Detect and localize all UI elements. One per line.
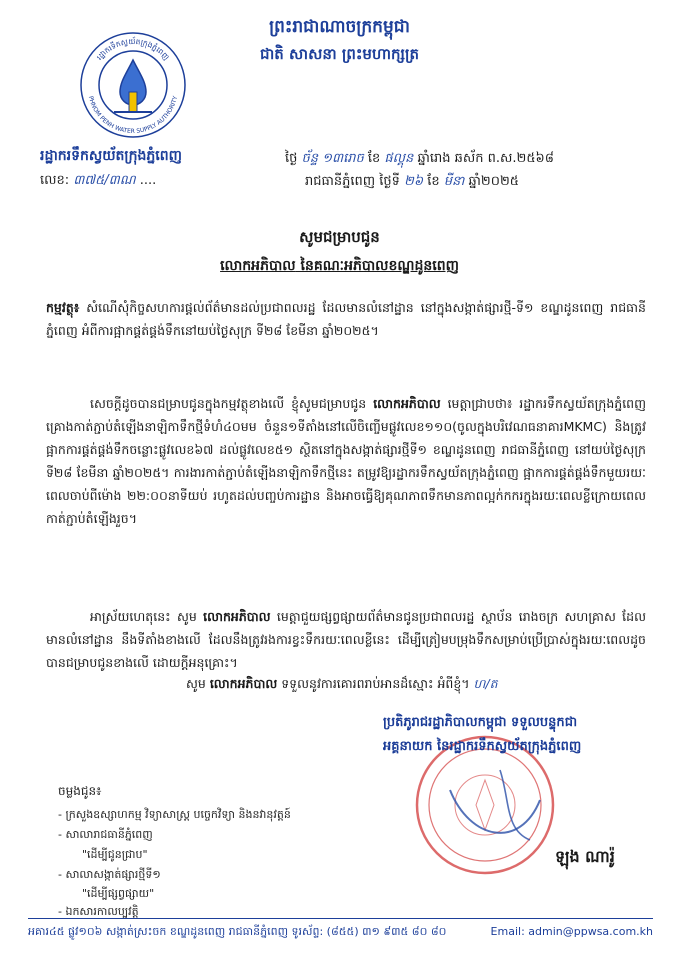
- cc-item-note: "ដើម្បីផ្សព្វផ្សាយ": [82, 887, 155, 900]
- closing-line: [186, 676, 498, 695]
- closing-text-a: សូម: [186, 676, 210, 691]
- cc-item: - សាលារាជធានីភ្នំពេញ: [58, 828, 153, 841]
- solar-month: មីនា: [443, 174, 465, 189]
- signer-title-line-1: ប្រតិភូរាជរដ្ឋាភិបាលកម្ពុជា ទទួលបន្ទុកជា: [383, 715, 578, 730]
- footer-address: អគារ៤៥ ផ្លូវ១០៦ សង្កាត់ស្រះចក ខណ្ឌដូនពេញ រាជធានីភ្នំពេញ ទូរស័ព្ទ: (៨៥៥) ៣១ ៩៣៥ ៨០ ៨០: [28, 925, 447, 938]
- para1-text-c: មេត្តាជ្រាបថា៖ រដ្ឋាករទឹកស្វយ័តក្រុងភ្នំពេញ គ្រោងកាត់ភ្ជាប់តំឡើងនាឡិកាទឹកថ្មីទំហំ៤០មម ចំនួន១ទីតាំងនៅលើចិញ្ចើមផ្លូវលេខ១១០(ចូលក្នុងបរិវេណធនាគារMKMC) និងត្រូវផ្អាកការផ្គត់ផ្គង់ទឹកចន្លោះផ្លូវលេខ៦៧ ដល់ផ្លូវលេខ៥១ ស្ថិតនៅក្នុងសង្កាត់ផ្សារថ្មីទី១ ខណ្ឌដូនពេញ រាជធានីភ្នំពេញ នៅយប់ថ្ងៃសុក្រ ទី២៨ ខែមីនា ឆ្នាំ២០២៥។ ការងារកាត់ភ្ជាប់តំឡើងនាឡិកាទឹកថ្មីនេះ តម្រូវឱ្យរដ្ឋាករទឹកស្វយ័តក្រុងភ្នំពេញ ផ្អាកការផ្គត់ផ្គង់ទឹកមួយរយៈពេលចាប់ពីម៉ោង ២២:០០នាទីយប់ រហូតដល់បញ្ចប់ការដ្ឋាន និងអាចធ្វើឱ្យគុណភាពទឹកមានភាពល្អក់កករក្នុងរយៈពេលខ្លីក្រោយពេលកាត់ភ្ជាប់តំឡើងរួច។: [46, 396, 646, 526]
- para2-recipient: លោកអភិបាល: [203, 609, 271, 624]
- closing-recipient: លោកអភិបាល: [209, 676, 278, 691]
- signer-title-line-2: អគ្គនាយក នៃរដ្ឋាករទឹកស្វយ័តក្រុងភ្នំពេញ: [383, 739, 582, 754]
- recipient-title: លោកអភិបាល: [220, 258, 296, 274]
- kingdom-heading: ព្រះរាជាណាចក្រកម្ពុជា: [269, 17, 410, 37]
- para1-recipient: លោកអភិបាល: [373, 396, 441, 411]
- cc-item: - សាលាសង្កាត់ផ្សារថ្មីទី១: [58, 868, 161, 881]
- lunar-suffix: ឆ្នាំរោង ឆស័ក ព.ស.២៥៦៨: [417, 151, 554, 166]
- solar-middle: ខែ: [427, 174, 440, 189]
- logo-text-top: រដ្ឋាករទឹកស្វយ័តក្រុងភ្នំពេញ: [94, 36, 172, 62]
- closing-text-c: ទទួលនូវការគោរពរាប់អានដ៏ស្មោះ អំពីខ្ញុំ។: [277, 676, 470, 691]
- lunar-date: [285, 150, 554, 169]
- lunar-middle: ខែ: [367, 151, 381, 166]
- recipient-office: នៃគណៈអភិបាលខណ្ឌដូនពេញ: [295, 258, 459, 274]
- solar-date: [305, 173, 519, 192]
- recipient-line: [0, 256, 679, 277]
- reference-number: [40, 172, 156, 191]
- lunar-prefix: ថ្ងៃ: [285, 151, 298, 166]
- para2-text-c: មេត្តាជួយផ្សព្វផ្សាយព័ត៌មានជូនប្រជាពលរដ្ឋ ស្ថាប័ន រោងចក្រ សហគ្រាស ដែលមានលំនៅដ្ឋាន នឹងទីតាំងខាងលើ ដែលនឹងត្រូវរងការខ្វះទឹករយៈពេលខ្លីនេះ ដើម្បីត្រៀមបម្រុងទឹកសម្រាប់ប្រើប្រាស់ក្នុងរយៈពេលដូចបានជម្រាបជូនខាងលើ ដោយក្តីអនុគ្រោះ។: [46, 609, 646, 670]
- national-motto: ជាតិ សាសនា ព្រះមហាក្សត្រ: [260, 45, 419, 63]
- salutation: សូមជម្រាបជូន: [299, 228, 380, 246]
- solar-suffix: ឆ្នាំ២០២៥: [468, 174, 520, 189]
- ref-label: លេខ:: [40, 173, 70, 188]
- footer-divider: [28, 918, 653, 919]
- cc-item: - ក្រសួងឧស្សាហកម្ម វិទ្យាសាស្ត្រ បច្ចេកវិទ្យា និងនវានុវត្តន៍: [58, 808, 291, 821]
- solar-day: ២៦: [404, 174, 424, 189]
- lunar-day: ច័ន្ទ ១៣រោច: [301, 151, 364, 166]
- subject-paragraph: [46, 296, 646, 342]
- closing-initials: ហ/ត: [473, 676, 498, 691]
- ppwsa-logo: [78, 30, 188, 140]
- para2-text-a: អាស្រ័យហេតុនេះ សូម: [90, 609, 204, 624]
- footer: [28, 925, 653, 941]
- solar-prefix: រាជធានីភ្នំពេញ ថ្ងៃទី: [305, 174, 400, 189]
- ref-suffix: ....: [139, 173, 157, 188]
- signer-name: ឡុង ណារ៉ូ: [555, 847, 615, 866]
- subject-label: កម្មវត្ថុ៖: [46, 300, 80, 315]
- ref-value: ៣៧៥/៣ណ: [73, 173, 136, 188]
- cc-item-note: "ដើម្បីជូនជ្រាប": [82, 848, 148, 861]
- organization-name: រដ្ឋាករទឹកស្វយ័តក្រុងភ្នំពេញ: [40, 148, 182, 164]
- cc-heading: ចម្លងជូន៖: [58, 784, 102, 798]
- body-paragraph-2: [46, 605, 646, 674]
- para1-text-a: សេចក្តីដូចបានជម្រាបជូនក្នុងកម្មវត្ថុខាងលើ ខ្ញុំសូមជម្រាបជូន: [90, 396, 374, 411]
- logo-text-bottom: PHNOM PENH WATER SUPPLY AUTHORITY: [86, 95, 180, 136]
- body-paragraph-1: [46, 392, 646, 530]
- lunar-month: ផល្គុន: [384, 151, 414, 166]
- subject-text: សំណើសុំកិច្ចសហការផ្តល់ព័ត៌មានដល់ប្រជាពលរដ្ឋ ដែលមានលំនៅដ្ឋាន នៅក្នុងសង្កាត់ផ្សារថ្មី-ទី១ ខណ្ឌដូនពេញ រាជធានីភ្នំពេញ អំពីការផ្អាកផ្គត់ផ្គង់ទឹកនៅយប់ថ្ងៃសុក្រ ទី២៨ ខែមីនា ឆ្នាំ២០២៥។: [46, 300, 646, 338]
- footer-email: Email: admin@ppwsa.com.kh: [490, 925, 653, 938]
- cc-item: - ឯកសារកាលប្បវត្តិ: [58, 905, 139, 918]
